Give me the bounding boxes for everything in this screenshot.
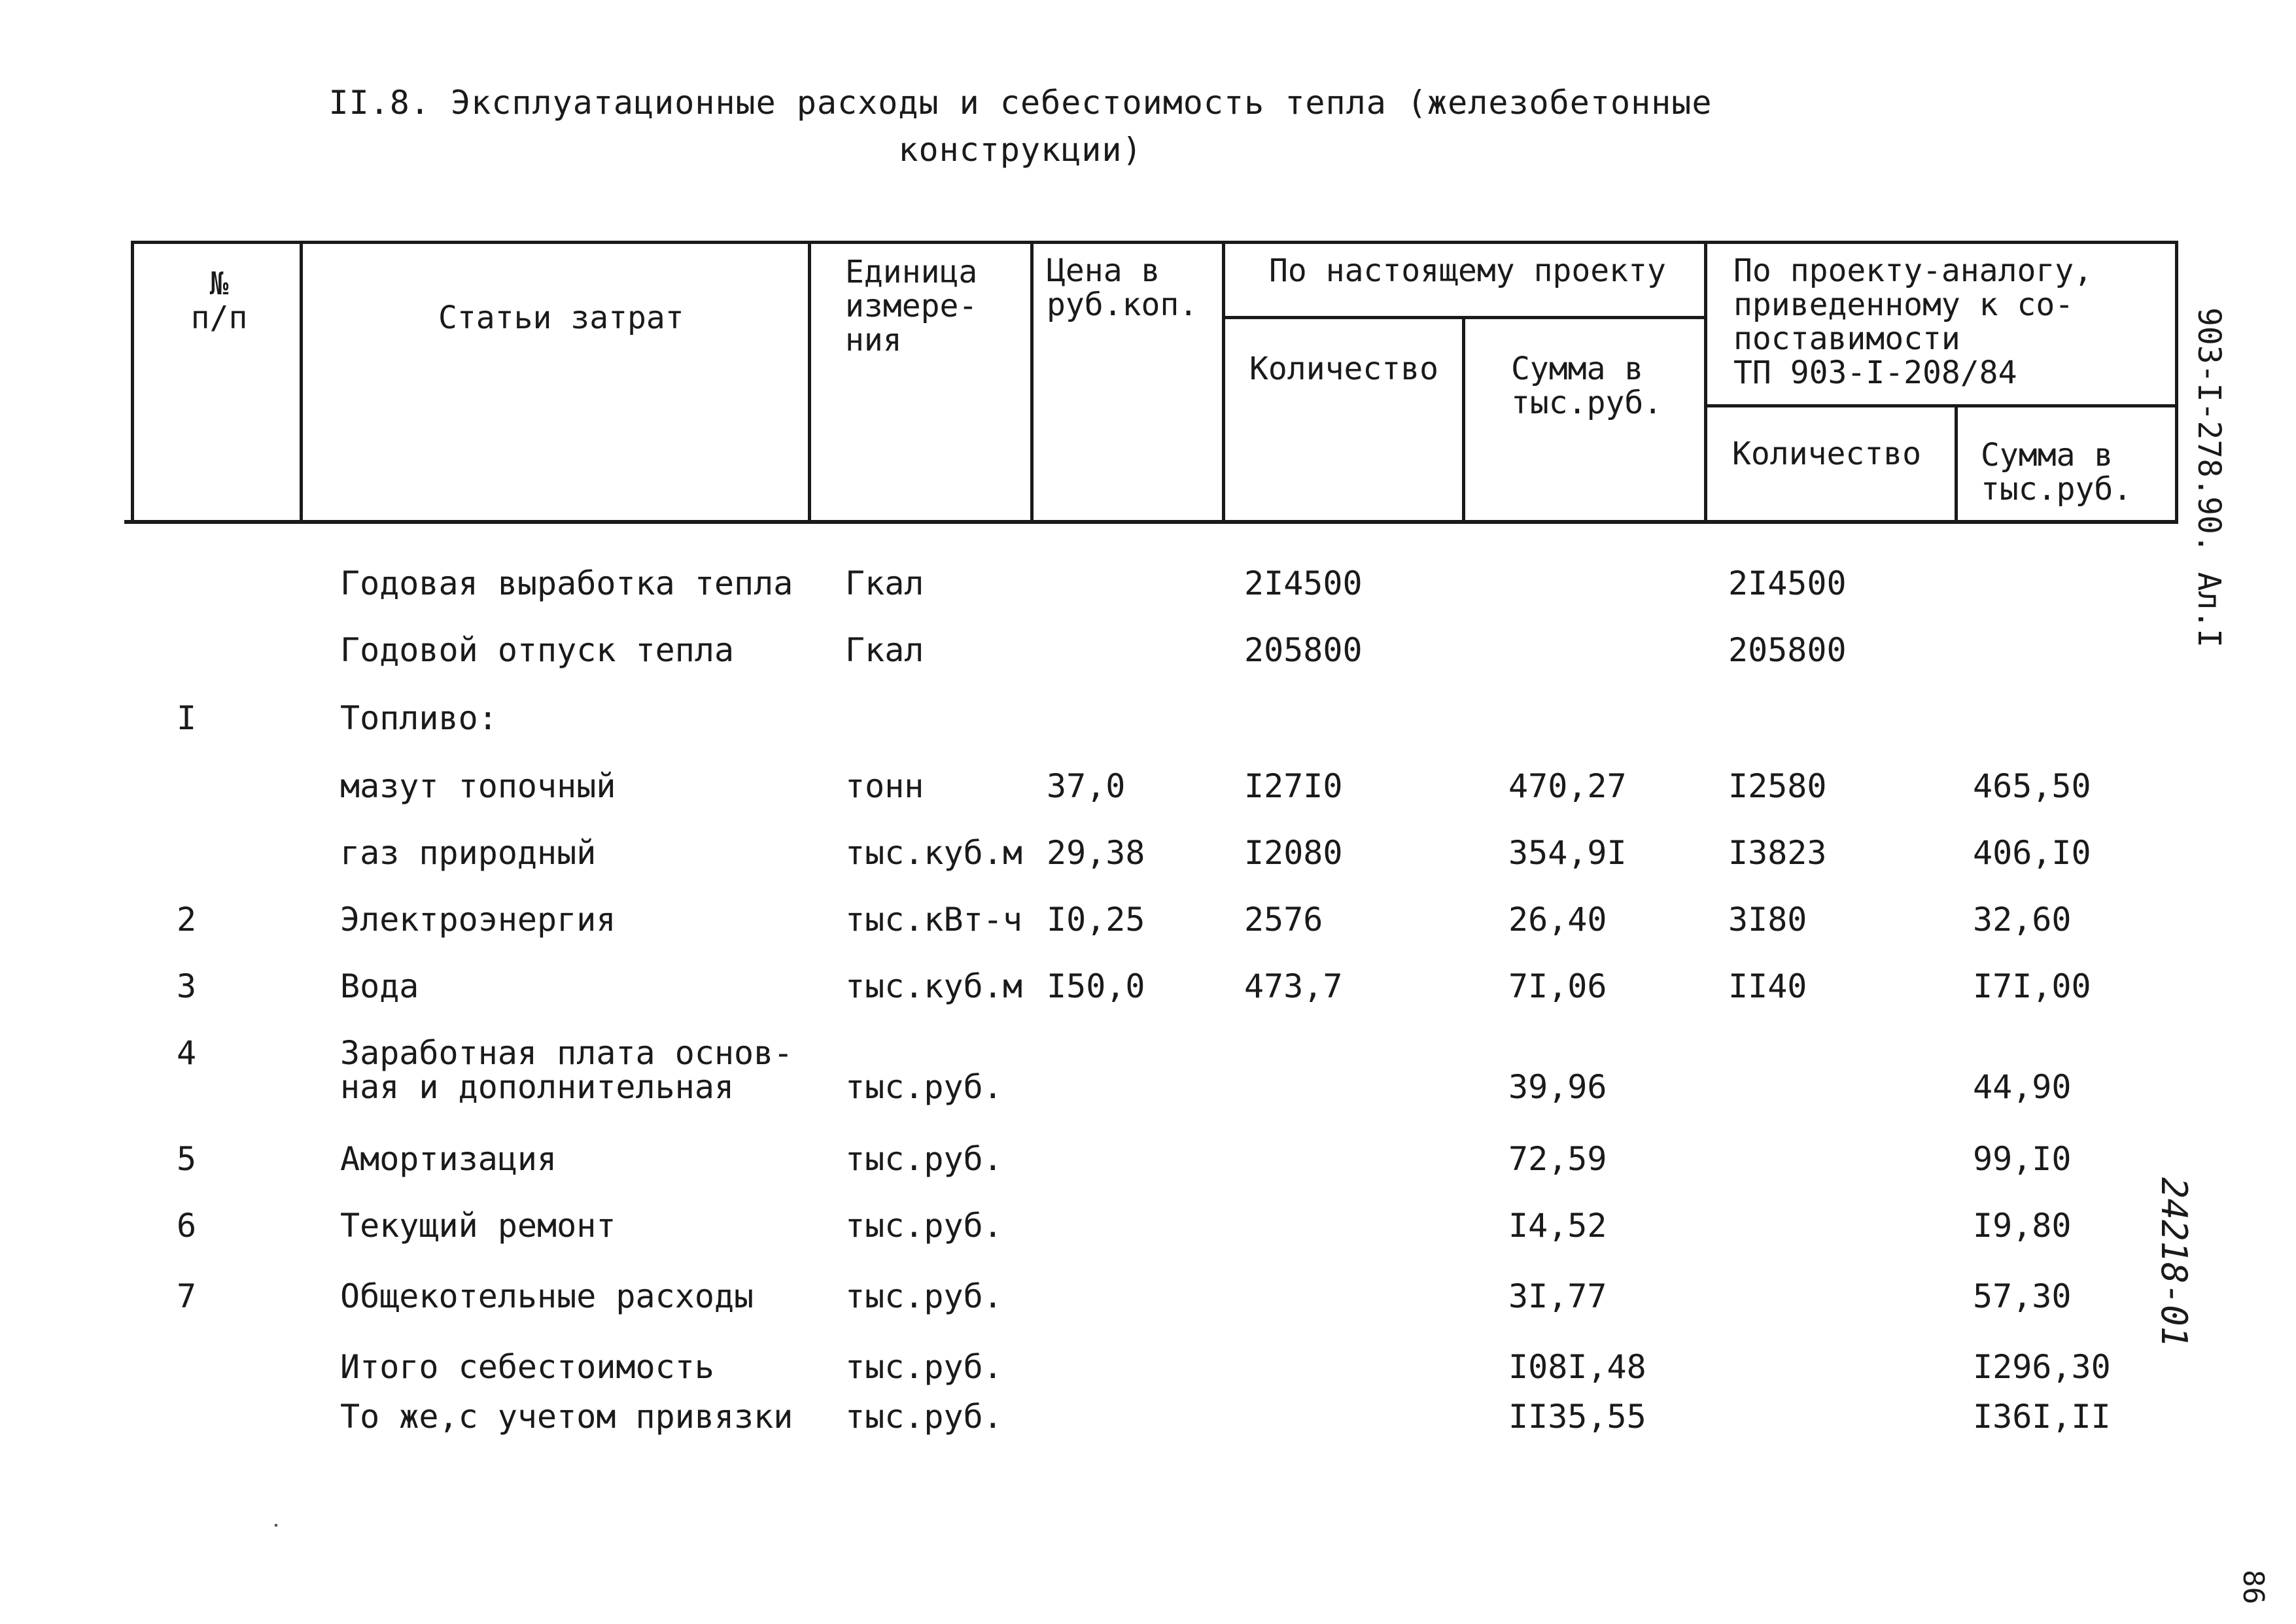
- cell-unit: Гкал: [845, 631, 924, 669]
- cell-item: Электроэнергия: [340, 901, 616, 939]
- cell-unit: Гкал: [845, 564, 924, 602]
- document-code: 903-I-278.90. Ал.I: [2191, 307, 2227, 648]
- table-header: [131, 241, 2178, 523]
- header-right-border: [2175, 241, 2178, 523]
- header-price: Цена в руб.коп.: [1047, 252, 1198, 323]
- cell-unit: тыс.руб.: [845, 1398, 1003, 1436]
- cell-analog-qty: I2580: [1728, 767, 1827, 805]
- header-col-divider: [1955, 404, 1958, 523]
- cell-analog-sum: 57,30: [1973, 1277, 2072, 1315]
- table-row: [0, 1142, 2296, 1181]
- cell-analog-sum: 44,90: [1973, 1068, 2072, 1106]
- cell-unit: тыс.руб.: [845, 1207, 1003, 1245]
- table-row: [0, 1209, 2296, 1248]
- cell-item: Амортизация: [340, 1140, 557, 1178]
- cell-num: I: [177, 699, 197, 737]
- header-analog: По проекту-аналогу, приведенному к со- поставимости ТП 903-I-208/84: [1733, 252, 2093, 391]
- cell-item: Вода: [340, 967, 419, 1005]
- header-num: № п/п: [190, 266, 248, 336]
- header-col-divider: [1030, 241, 1034, 523]
- cell-analog-sum: 99,I0: [1973, 1140, 2072, 1178]
- header-analog-sum: Сумма в тыс.руб.: [1981, 437, 2132, 508]
- cell-unit: тыс.руб.: [845, 1140, 1003, 1178]
- header-col-divider: [1462, 316, 1465, 523]
- cell-analog-qty: II40: [1728, 967, 1807, 1005]
- table-row: [0, 903, 2296, 942]
- header-col-divider: [1704, 241, 1707, 523]
- cell-item: Годовой отпуск тепла: [340, 631, 735, 669]
- cell-analog-sum: I36I,II: [1973, 1398, 2111, 1436]
- cell-item: То же,с учетом привязки: [340, 1398, 793, 1436]
- header-project-sum: Сумма в тыс.руб.: [1511, 351, 1663, 421]
- cell-unit: тыс.куб.м: [845, 834, 1022, 872]
- cell-price: 37,0: [1047, 767, 1126, 805]
- cell-project-sum: 39,96: [1508, 1068, 1607, 1106]
- cell-project-sum: 7I,06: [1508, 967, 1607, 1005]
- cell-num: 2: [177, 901, 197, 939]
- cell-num: 7: [177, 1277, 197, 1315]
- header-col-divider: [1222, 241, 1225, 523]
- cell-item: Годовая выработка тепла: [340, 564, 793, 602]
- table-row: [0, 1350, 2296, 1389]
- cell-item: Топливо:: [340, 699, 498, 737]
- cell-item: Общекотельные расходы: [340, 1277, 754, 1315]
- page-title: II.8. Эксплуатационные расходы и себестоимость тепла (железобетонные: [328, 84, 1713, 122]
- cell-price: I50,0: [1047, 967, 1145, 1005]
- cell-unit: тонн: [845, 767, 924, 805]
- table-row: [0, 769, 2296, 808]
- cell-analog-qty: 3I80: [1728, 901, 1807, 939]
- cell-item: мазут топочный: [340, 767, 616, 805]
- header-col-divider: [808, 241, 811, 523]
- cell-analog-sum: I7I,00: [1973, 967, 2091, 1005]
- page-title-continued: конструкции): [898, 131, 1143, 169]
- table-row: [0, 1034, 2296, 1106]
- header-analog-qty: Количество: [1732, 436, 1921, 472]
- cell-unit: тыс.кВт-ч: [845, 901, 1022, 939]
- cell-num: 6: [177, 1207, 197, 1245]
- table-row: [0, 1400, 2296, 1439]
- cell-analog-sum: I9,80: [1973, 1207, 2072, 1245]
- header-project-qty: Количество: [1249, 351, 1438, 387]
- header-left-border: [131, 241, 134, 523]
- cell-project-qty: 473,7: [1244, 967, 1343, 1005]
- cell-project-qty: 205800: [1244, 631, 1363, 669]
- table-row: [0, 836, 2296, 875]
- cell-item: газ природный: [340, 834, 597, 872]
- cell-project-sum: I08I,48: [1508, 1348, 1646, 1386]
- cell-project-sum: 72,59: [1508, 1140, 1607, 1178]
- table-row: [0, 566, 2296, 606]
- cell-item: Итого себестоимость: [340, 1348, 714, 1386]
- header-project-divider: [1223, 316, 1707, 319]
- cell-project-qty: I2080: [1244, 834, 1343, 872]
- table-row: [0, 701, 2296, 740]
- cell-num: 4: [177, 1034, 197, 1072]
- cell-price: 29,38: [1047, 834, 1145, 872]
- cell-unit: тыс.куб.м: [845, 967, 1022, 1005]
- header-bottom-border: [124, 520, 2178, 524]
- cell-analog-qty: 2I4500: [1728, 564, 1847, 602]
- cell-project-qty: 2I4500: [1244, 564, 1363, 602]
- cell-unit: тыс.руб.: [845, 1277, 1003, 1315]
- cell-analog-sum: 32,60: [1973, 901, 2072, 939]
- cell-num: 3: [177, 967, 197, 1005]
- cell-analog-qty: 205800: [1728, 631, 1847, 669]
- header-col-divider: [300, 241, 303, 523]
- cell-analog-sum: 465,50: [1973, 767, 2091, 805]
- header-item: Статьи затрат: [438, 300, 684, 336]
- table-row: [0, 633, 2296, 672]
- cell-project-sum: 470,27: [1508, 767, 1627, 805]
- scan-speck: [275, 1524, 277, 1527]
- cell-project-qty: I27I0: [1244, 767, 1343, 805]
- cell-project-qty: 2576: [1244, 901, 1323, 939]
- cell-project-sum: I4,52: [1508, 1207, 1607, 1245]
- table-row: [0, 969, 2296, 1009]
- cell-project-sum: II35,55: [1508, 1398, 1646, 1436]
- cell-item: Текущий ремонт: [340, 1207, 616, 1245]
- header-analog-divider: [1707, 404, 2178, 407]
- archive-number: 24218-01: [2153, 1177, 2195, 1348]
- cell-analog-qty: I3823: [1728, 834, 1827, 872]
- cell-analog-sum: I296,30: [1973, 1348, 2111, 1386]
- cell-price: I0,25: [1047, 901, 1145, 939]
- cell-project-sum: 3I,77: [1508, 1277, 1607, 1315]
- cell-unit: тыс.руб.: [845, 1348, 1003, 1386]
- cell-project-sum: 26,40: [1508, 901, 1607, 939]
- cell-analog-sum: 406,I0: [1973, 834, 2091, 872]
- page-number: 86: [2236, 1570, 2270, 1604]
- cell-unit: тыс.руб.: [845, 1068, 1003, 1106]
- header-top-border: [131, 241, 2178, 244]
- cell-project-sum: 354,9I: [1508, 834, 1627, 872]
- table-row: [0, 1279, 2296, 1319]
- header-project: По настоящему проекту: [1269, 252, 1666, 289]
- header-unit: Единица измере- ния: [845, 254, 978, 358]
- cell-num: 5: [177, 1140, 197, 1178]
- cell-item: Заработная плата основ- ная и дополнительная: [340, 1034, 793, 1106]
